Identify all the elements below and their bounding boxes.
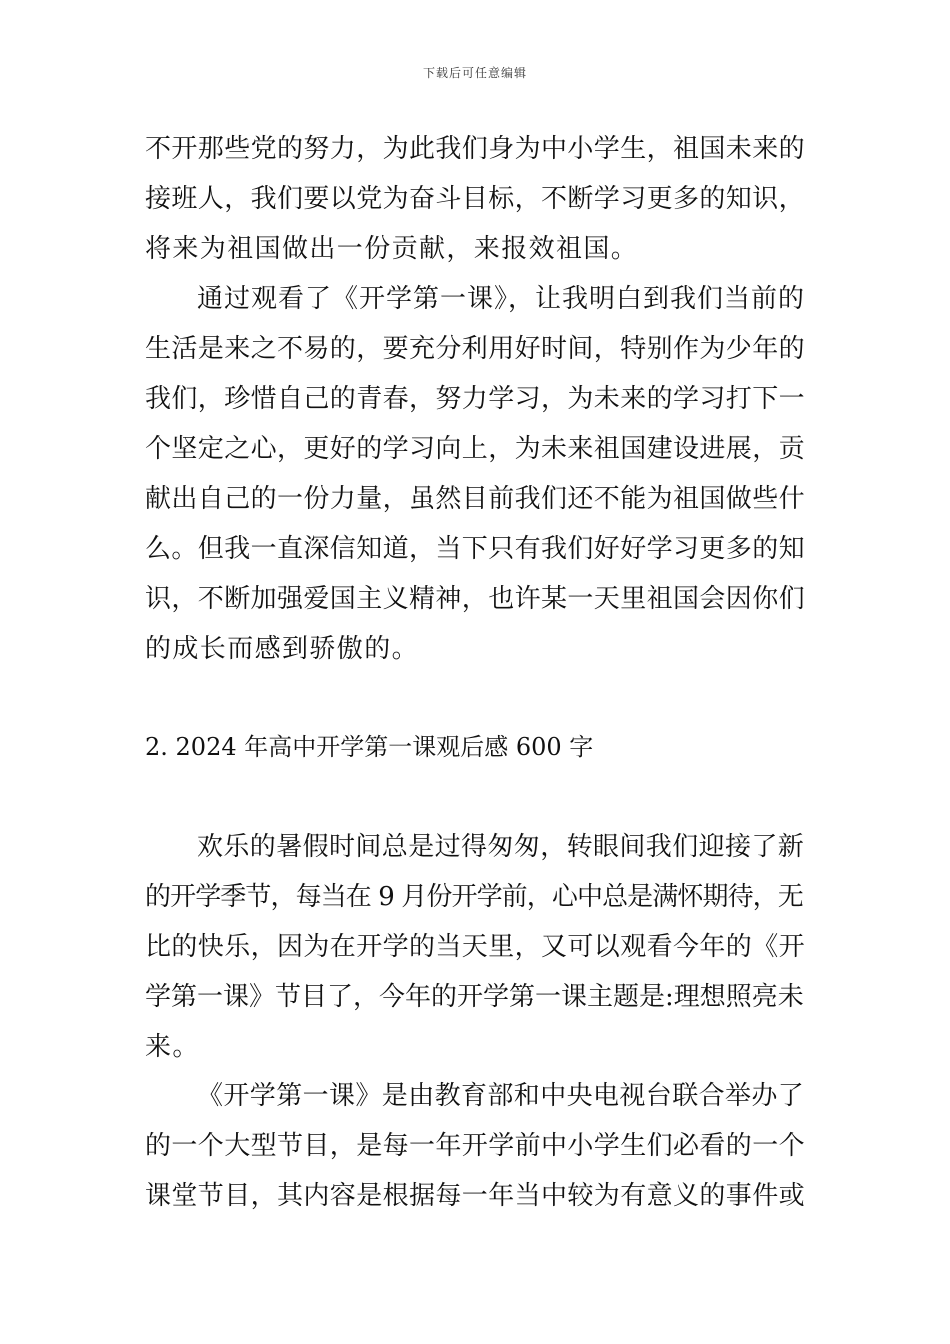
paragraph-line: 比的快乐，因为在开学的当天里，又可以观看今年的《开 (145, 932, 806, 962)
paragraph-line: 通过观看了《开学第一课》，让我明白到我们当前的 (197, 284, 806, 314)
paragraph-line: 我们，珍惜自己的青春，努力学习，为未来的学习打下一 (145, 384, 806, 414)
page-header: 下载后可任意编辑 (422, 66, 527, 80)
paragraph-line: 么。但我一直深信知道，当下只有我们好好学习更多的知 (145, 534, 806, 564)
paragraph-line: 学第一课》节目了，今年的开学第一课主题是:理想照亮未 (145, 982, 804, 1012)
paragraph-line: 献出自己的一份力量，虽然目前我们还不能为祖国做些什 (145, 484, 806, 514)
section-heading: 2. 2024 年高中开学第一课观后感 600 字 (145, 733, 594, 761)
paragraph-line: 欢乐的暑假时间总是过得匆匆，转眼间我们迎接了新 (197, 832, 805, 862)
paragraph-line: 将来为祖国做出一份贡献，来报效祖国。 (145, 234, 639, 264)
paragraph-line: 来。 (145, 1032, 200, 1062)
paragraph-line: 不开那些党的努力，为此我们身为中小学生，祖国未来的 (145, 134, 806, 164)
paragraph-line: 的一个大型节目，是每一年开学前中小学生们必看的一个 (145, 1131, 806, 1161)
paragraph-line: 的开学季节，每当在 9 月份开学前，心中总是满怀期待，无 (145, 882, 803, 912)
paragraph-line: 个坚定之心，更好的学习向上，为未来祖国建设进展，贡 (145, 434, 806, 464)
paragraph-line: 《开学第一课》是由教育部和中央电视台联合举办了 (197, 1081, 805, 1111)
paragraph-line: 课堂节目，其内容是根据每一年当中较为有意义的事件或 (145, 1181, 806, 1211)
paragraph-line: 识，不断加强爱国主义精神，也许某一天里祖国会因你们 (145, 584, 806, 614)
paragraph-line: 的成长而感到骄傲的。 (145, 634, 420, 664)
paragraph-line: 生活是来之不易的，要充分利用好时间，特别作为少年的 (145, 334, 806, 364)
paragraph-line: 接班人，我们要以党为奋斗目标，不断学习更多的知识， (145, 184, 806, 214)
